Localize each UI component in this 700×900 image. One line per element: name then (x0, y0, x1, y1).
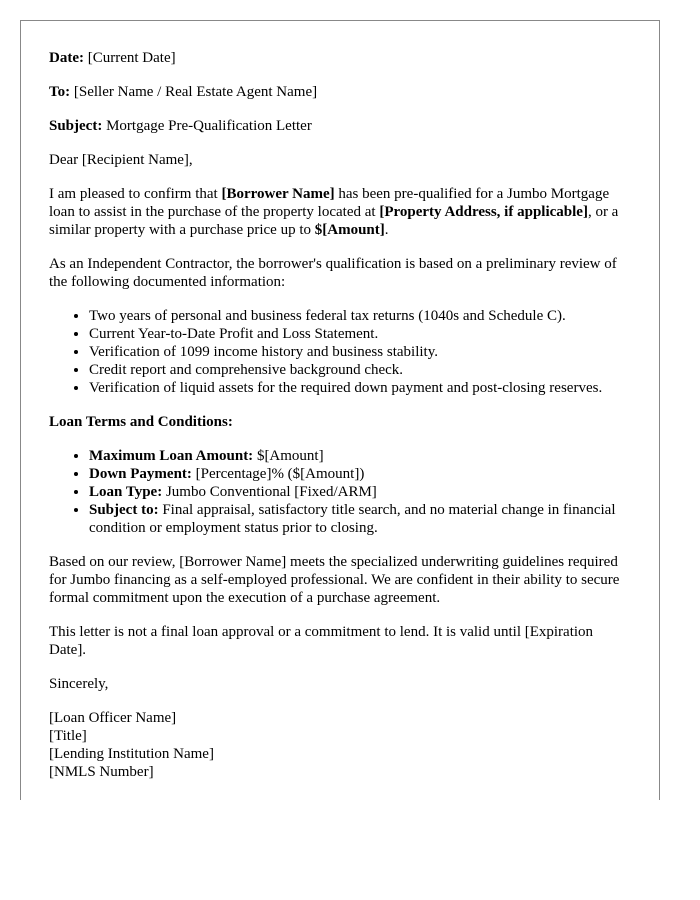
signature-institution: [Lending Institution Name] (49, 746, 214, 762)
list-item (89, 501, 629, 537)
intro-paragraph (49, 185, 629, 239)
list-item: • Verification of liquid assets for the required down payment and post-closing reserves. (89, 379, 629, 397)
intro-text-1: I am pleased to confirm that (49, 186, 222, 202)
intro-text-2: has been pre-qualified for a Jumbo Mortgage loan to assist in the purchase of the property located at (49, 186, 610, 220)
intro-text-4: . (384, 222, 389, 238)
to-value: [Seller Name / Real Estate Agent Name] (73, 84, 318, 100)
to-label: To: (49, 84, 71, 100)
list-item: • Verification of 1099 income history and business stability. (89, 343, 629, 361)
list-item (89, 465, 629, 483)
term-label: Subject to: (89, 502, 159, 518)
signature-title: [Title] (49, 728, 87, 744)
subject-value: Mortgage Pre-Qualification Letter (106, 118, 312, 134)
signature-nmls: [NMLS Number] (49, 764, 154, 780)
term-label: Maximum Loan Amount: (89, 448, 254, 464)
disclaimer: This letter is not a final loan approval or a commitment to lend. It is valid until [Expiration Date]. (49, 624, 594, 658)
terms-list (49, 447, 629, 537)
list-item: • Two years of personal and business federal tax returns (1040s and Schedule C). (89, 307, 629, 325)
list-item (89, 447, 629, 465)
term-value: Jumbo Conventional [Fixed/ARM] (162, 484, 377, 500)
purchase-amount: $[Amount] (314, 222, 385, 238)
list-item: • Current Year-to-Date Profit and Loss Statement. (89, 325, 629, 343)
date-line (49, 49, 629, 67)
date-label: Date: (49, 50, 84, 66)
to-line (49, 83, 629, 101)
subject-label: Subject: (49, 118, 103, 134)
borrower-name: [Borrower Name] (221, 186, 335, 202)
subject-line (49, 117, 629, 135)
documents-list (49, 307, 629, 397)
review-result: Based on our review, [Borrower Name] meets the specialized underwriting guidelines required for Jumbo financing as a self-employed professional. We are confident in their ability to secure formal commitment upon the execution of a purchase agreement. (49, 554, 620, 606)
term-label: Loan Type: (89, 484, 163, 500)
review-intro: As an Independent Contractor, the borrower's qualification is based on a preliminary review of the following documented information: (49, 256, 617, 290)
intro-text-3: , or a similar property with a purchase price up to (49, 204, 619, 238)
term-label: Down Payment: (89, 466, 192, 482)
letter-page (20, 20, 660, 800)
signature-block (49, 709, 629, 781)
term-value: Final appraisal, satisfactory title search, and no material change in financial condition or employment status prior to closing. (89, 502, 616, 536)
term-value: [Percentage]% ($[Amount]) (191, 466, 365, 482)
terms-heading: Loan Terms and Conditions: (49, 414, 233, 430)
term-value: $[Amount] (253, 448, 324, 464)
list-item: • Credit report and comprehensive background check. (89, 361, 629, 379)
list-item (89, 483, 629, 501)
property-address: [Property Address, if applicable] (379, 204, 588, 220)
signature-officer: [Loan Officer Name] (49, 710, 177, 726)
closing: Sincerely, (49, 676, 109, 692)
date-value: [Current Date] (87, 50, 176, 66)
salutation: Dear [Recipient Name], (49, 152, 193, 168)
